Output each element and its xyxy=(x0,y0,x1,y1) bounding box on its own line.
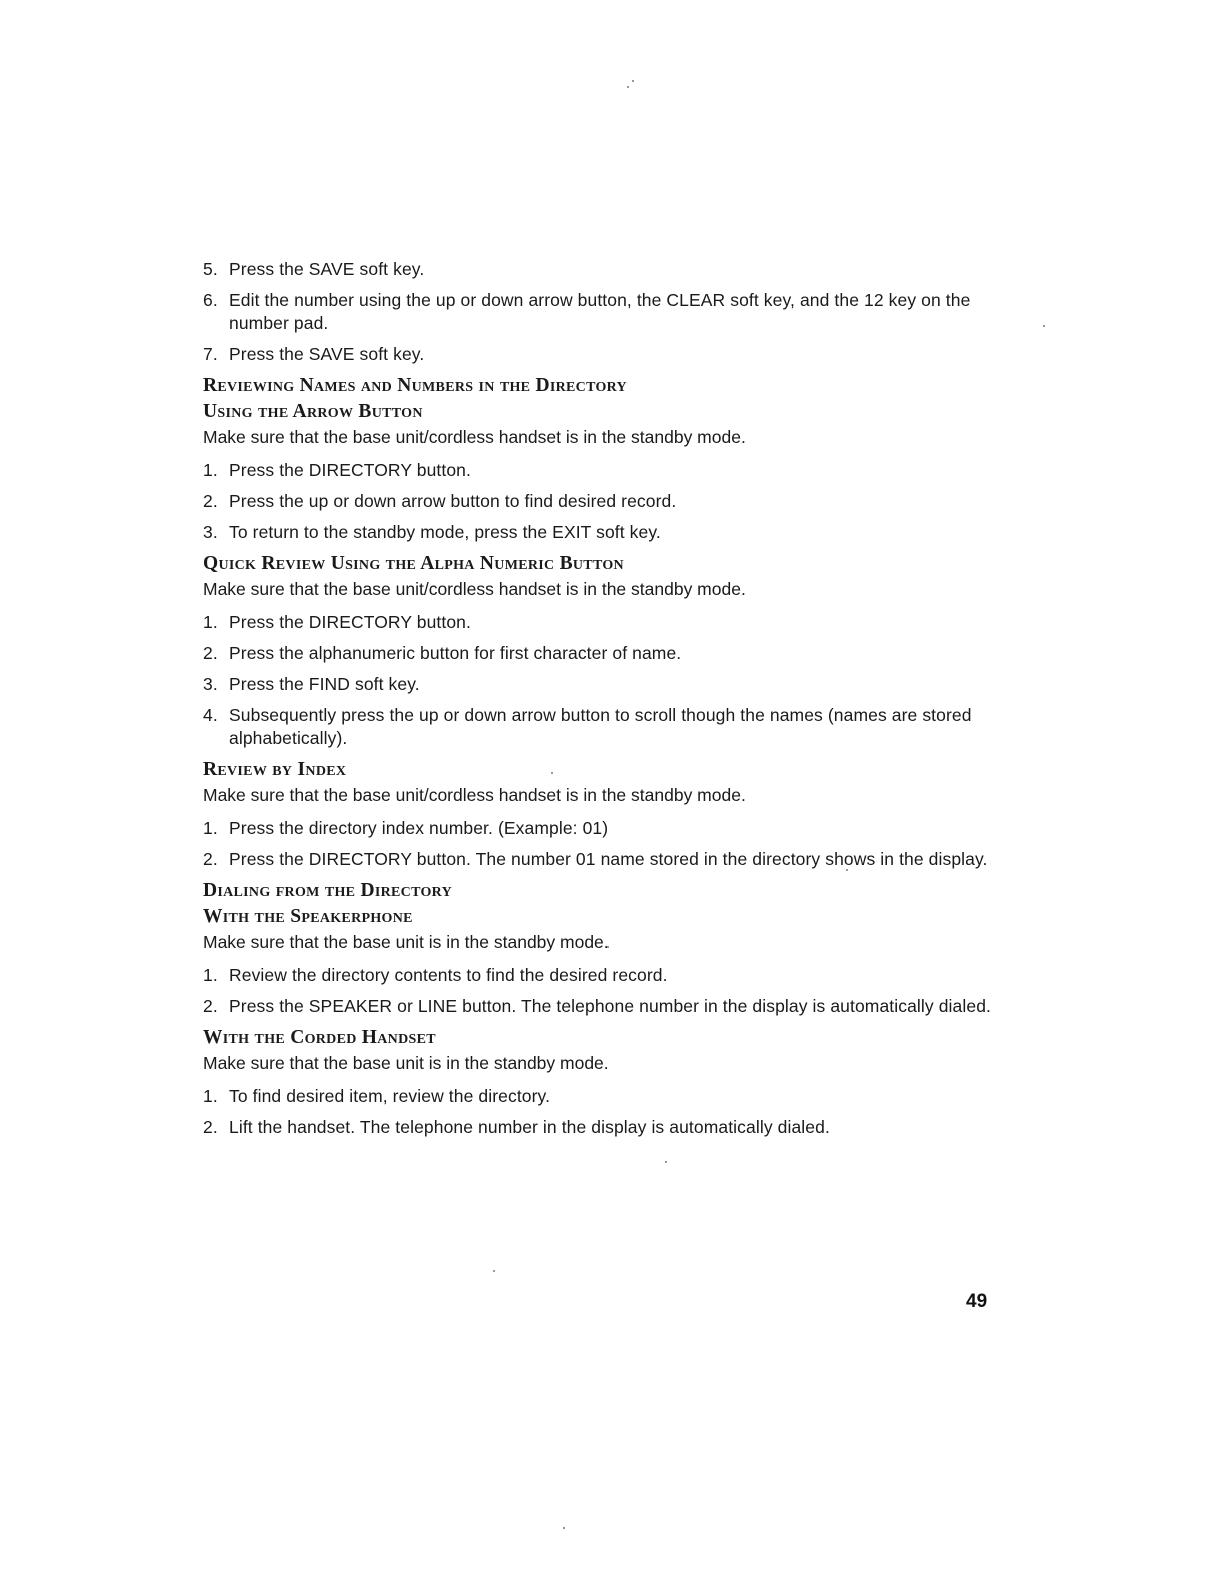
step-text: Press the SAVE soft key. xyxy=(229,344,425,364)
step-text: Press the directory index number. (Example: 01) xyxy=(229,818,609,838)
step-text: Lift the handset. The telephone number in the display is automatically dialed. xyxy=(229,1117,830,1137)
list-item xyxy=(203,1116,1003,1139)
steps-list xyxy=(203,611,1003,750)
step-number: 3. xyxy=(203,674,218,694)
steps-list xyxy=(203,964,1003,1018)
step-text: Press the alphanumeric button for first character of name. xyxy=(229,643,682,663)
step-text: To return to the standby mode, press the EXIT soft key. xyxy=(229,522,661,542)
list-item xyxy=(203,490,1003,513)
step-text: Press the up or down arrow button to find desired record. xyxy=(229,491,677,511)
scan-speck xyxy=(1043,325,1045,327)
section-heading: Review by Index xyxy=(203,759,347,780)
step-text: Edit the number using the up or down arrow button, the CLEAR soft key, and the 12 key on the number pad. xyxy=(229,290,971,333)
steps-list xyxy=(203,1085,1003,1139)
list-item xyxy=(203,1085,1003,1108)
step-number: 6. xyxy=(203,290,218,310)
section-intro: Make sure that the base unit/cordless handset is in the standby mode. xyxy=(203,427,746,447)
list-item xyxy=(203,289,1003,335)
step-number: 7. xyxy=(203,344,218,364)
list-item xyxy=(203,964,1003,987)
steps-list xyxy=(203,459,1003,544)
steps-list xyxy=(203,817,1003,871)
scan-speck xyxy=(632,80,634,82)
list-item xyxy=(203,611,1003,634)
section-heading: With the Corded Handset xyxy=(203,1027,436,1048)
list-item xyxy=(203,459,1003,482)
section-intro: Make sure that the base unit/cordless handset is in the standby mode. xyxy=(203,785,746,805)
list-item xyxy=(203,704,1003,750)
step-text: Review the directory contents to find the desired record. xyxy=(229,965,668,985)
section-heading: Reviewing Names and Numbers in the Directory xyxy=(203,375,627,396)
step-text: Subsequently press the up or down arrow button to scroll though the names (names are stored alphabetically). xyxy=(229,705,972,748)
step-number: 1. xyxy=(203,460,218,480)
step-number: 5. xyxy=(203,259,218,279)
step-number: 2. xyxy=(203,996,218,1016)
scan-speck xyxy=(563,1527,565,1529)
section-subheading: Using the Arrow Button xyxy=(203,401,423,422)
step-number: 4. xyxy=(203,705,218,725)
section-subheading: With the Speakerphone xyxy=(203,906,413,927)
scan-speck xyxy=(493,1270,495,1272)
page-content xyxy=(203,258,1003,1147)
step-text: Press the SPEAKER or LINE button. The telephone number in the display is automatically dialed. xyxy=(229,996,991,1016)
step-text: Press the SAVE soft key. xyxy=(229,259,425,279)
step-text: To find desired item, review the directory. xyxy=(229,1086,551,1106)
step-number: 2. xyxy=(203,1117,218,1137)
list-item xyxy=(203,995,1003,1018)
list-item xyxy=(203,817,1003,840)
step-text: Press the DIRECTORY button. xyxy=(229,612,471,632)
section-intro: Make sure that the base unit is in the standby mode. xyxy=(203,1053,609,1073)
step-number: 2. xyxy=(203,491,218,511)
section-heading: Quick Review Using the Alpha Numeric Button xyxy=(203,553,624,574)
list-item xyxy=(203,848,1003,871)
scan-speck xyxy=(665,1161,667,1163)
list-item xyxy=(203,521,1003,544)
step-number: 1. xyxy=(203,965,218,985)
list-item xyxy=(203,343,1003,366)
step-number: 3. xyxy=(203,522,218,542)
step-number: 2. xyxy=(203,643,218,663)
list-item xyxy=(203,673,1003,696)
continued-steps-list xyxy=(203,258,1003,366)
list-item xyxy=(203,642,1003,665)
scan-speck xyxy=(627,86,629,88)
step-text: Press the DIRECTORY button. The number 01 name stored in the directory shows in the display. xyxy=(229,849,988,869)
section-heading: Dialing from the Directory xyxy=(203,880,452,901)
step-number: 1. xyxy=(203,1086,218,1106)
section-intro: Make sure that the base unit is in the standby mode. xyxy=(203,932,609,952)
page-number: 49 xyxy=(966,1291,988,1312)
step-number: 2. xyxy=(203,849,218,869)
step-number: 1. xyxy=(203,612,218,632)
section-intro: Make sure that the base unit/cordless handset is in the standby mode. xyxy=(203,579,746,599)
step-text: Press the FIND soft key. xyxy=(229,674,420,694)
step-number: 1. xyxy=(203,818,218,838)
list-item xyxy=(203,258,1003,281)
step-text: Press the DIRECTORY button. xyxy=(229,460,471,480)
